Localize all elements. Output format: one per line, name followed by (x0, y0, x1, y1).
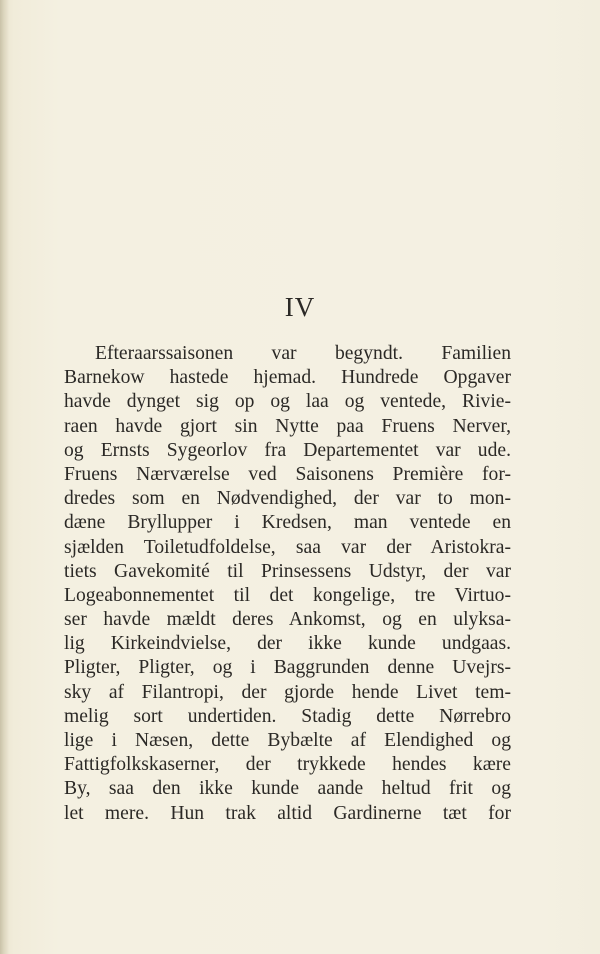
text-line: lige i Næsen, dette Bybælte af Elendighed og (64, 730, 511, 751)
text-line: By, saa den ikke kunde aande heltud frit og (64, 778, 511, 800)
text-line: og Ernsts Sygeorlov fra Departementet var ude. (64, 439, 511, 461)
chapter-heading: IV (284, 292, 316, 322)
text-line: tiets Gavekomité til Prinsessens Udstyr, der var (64, 560, 511, 582)
text-line: dæne Bryllupper i Kredsen, man ventede en (64, 512, 511, 534)
text-line: ser havde mældt deres Ankomst, og en ulyksa- (64, 609, 511, 631)
text-line: let mere. Hun trak altid Gardinerne tæt for (64, 802, 511, 824)
text-line: Pligter, Pligter, og i Baggrunden denne Uvejrs- (64, 657, 511, 679)
text-line: Efteraarssaisonen var begyndt. Familien (95, 343, 511, 364)
text-line: dredes som en Nødvendighed, der var to mon- (64, 488, 511, 510)
text-line: raen havde gjort sin Nytte paa Fruens Nerver, (64, 415, 511, 437)
text-line: melig sort undertiden. Stadig dette Nørrebro (64, 705, 511, 727)
text-line: lig Kirkeindvielse, der ikke kunde undgaas. (64, 633, 511, 655)
body-text (64, 342, 511, 826)
text-line: sjælden Toiletudfoldelse, saa var der Aristokra- (64, 536, 511, 558)
text-line: Fattigfolkskaserner, der trykkede hendes kære (64, 754, 511, 776)
text-line: sky af Filantropi, der gjorde hende Livet tem- (64, 681, 511, 703)
text-line: havde dynget sig op og laa og ventede, Rivie- (64, 391, 511, 413)
text-line: Logeabonnementet til det kongelige, tre Virtuo- (64, 584, 511, 606)
text-line: Fruens Nærværelse ved Saisonens Première for- (64, 463, 511, 485)
page-binding-edge (0, 0, 9, 954)
text-line: Barnekow hastede hjemad. Hundrede Opgaver (64, 367, 511, 389)
